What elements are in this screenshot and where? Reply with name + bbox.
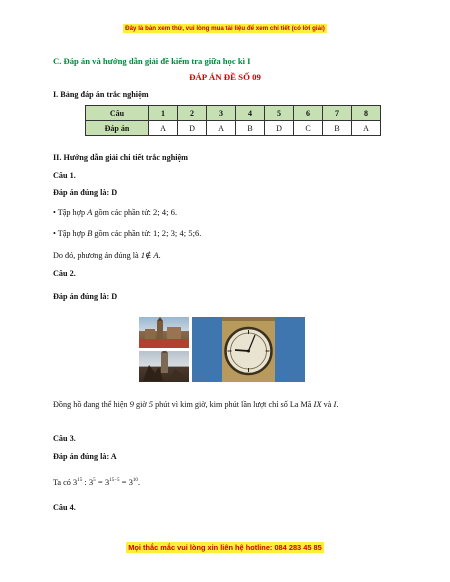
answer-table (85, 105, 381, 136)
text: Đồng hồ đang thể hiện (53, 400, 128, 409)
table-cell: 8 (352, 106, 381, 121)
text: và (323, 400, 332, 409)
roman-numeral: IX (313, 399, 322, 409)
set-symbol: A (87, 207, 93, 217)
london-skyline-image (139, 317, 189, 348)
table-cell: 3 (207, 106, 236, 121)
math-number: 5 (148, 399, 154, 409)
math-expression: $3^{15}$ : $3^5 = 3^{15-5} = 3^{10}$. (72, 477, 141, 487)
hotline-footer: Mọi thắc mắc vui lòng xin liên hệ hotline: 084 283 45 85 (128, 543, 322, 552)
table-cell: 5 (265, 106, 294, 121)
part1-title: I. Bảng đáp án trắc nghiệm (53, 90, 149, 99)
table-cell: A (352, 121, 381, 136)
q3-equation (53, 477, 140, 487)
set-elements: 2; 4; 6 (152, 207, 175, 217)
answer-key-title: ĐÁP ÁN ĐỀ SỐ 09 (189, 72, 261, 82)
table-cell: 4 (236, 106, 265, 121)
table-cell: 7 (323, 106, 352, 121)
table-cell: 1 (149, 106, 178, 121)
set-symbol: B (87, 228, 93, 238)
table-row (86, 106, 381, 121)
text: • Tập hợp (53, 229, 86, 238)
text: gồm các phần tử: (94, 208, 151, 217)
big-ben-clock-image (192, 317, 305, 382)
text: phút vì kim giờ, kim phút lần lượt chỉ số La Mã (155, 400, 312, 409)
tower-statue-image (139, 351, 189, 382)
q2-title: Câu 2. (53, 269, 76, 278)
preview-banner: Đây là bản xem thử, vui lòng mua tài liệu để xem chi tiết (có lời giải) (125, 25, 325, 32)
table-row-label: Đáp án (86, 121, 149, 136)
table-cell: A (149, 121, 178, 136)
q3-answer: Đáp án đúng là: A (53, 452, 117, 461)
table-cell: C (294, 121, 323, 136)
q4-title: Câu 4. (53, 503, 76, 512)
text: gồm các phần tử: (94, 229, 151, 238)
q1-conclusion: Do đó, phương án đúng là 1∉ A. (53, 250, 161, 260)
q1-answer: Đáp án đúng là: D (53, 188, 118, 197)
part2-title: II. Hướng dẫn giải chi tiết trắc nghiệm (53, 153, 188, 162)
text: • Tập hợp (53, 208, 86, 217)
math-expression: 1∉ A (140, 250, 159, 260)
q1-line1: • Tập hợp A gồm các phần tử: 2; 4; 6. (53, 207, 177, 217)
table-cell: D (265, 121, 294, 136)
set-elements: 1; 2; 3; 4; 5;6 (152, 228, 200, 238)
math-number: 9 (129, 399, 134, 409)
q2-answer: Đáp án đúng là: D (53, 292, 118, 301)
table-cell: D (178, 121, 207, 136)
q1-title: Câu 1. (53, 171, 76, 180)
text: Ta có (53, 478, 71, 487)
section-c-title: C. Đáp án và hướng dẫn giải đề kiểm tra giữa học kì I (53, 56, 251, 66)
table-cell: 2 (178, 106, 207, 121)
roman-numeral: I (333, 399, 337, 409)
text: Do đó, phương án đúng là (53, 251, 139, 260)
table-cell: B (323, 121, 352, 136)
q3-title: Câu 3. (53, 434, 76, 443)
q2-explanation: Đồng hồ đang thể hiện 9 giờ 5 phút vì kim giờ, kim phút lần lượt chỉ số La Mã IX và I. (53, 399, 339, 409)
table-row (86, 121, 381, 136)
q1-line2: • Tập hợp B gồm các phần tử: 1; 2; 3; 4; 5;6. (53, 228, 202, 238)
table-header-label: Câu (86, 106, 149, 121)
table-cell: A (207, 121, 236, 136)
text: giờ (135, 400, 147, 409)
table-cell: B (236, 121, 265, 136)
table-cell: 6 (294, 106, 323, 121)
